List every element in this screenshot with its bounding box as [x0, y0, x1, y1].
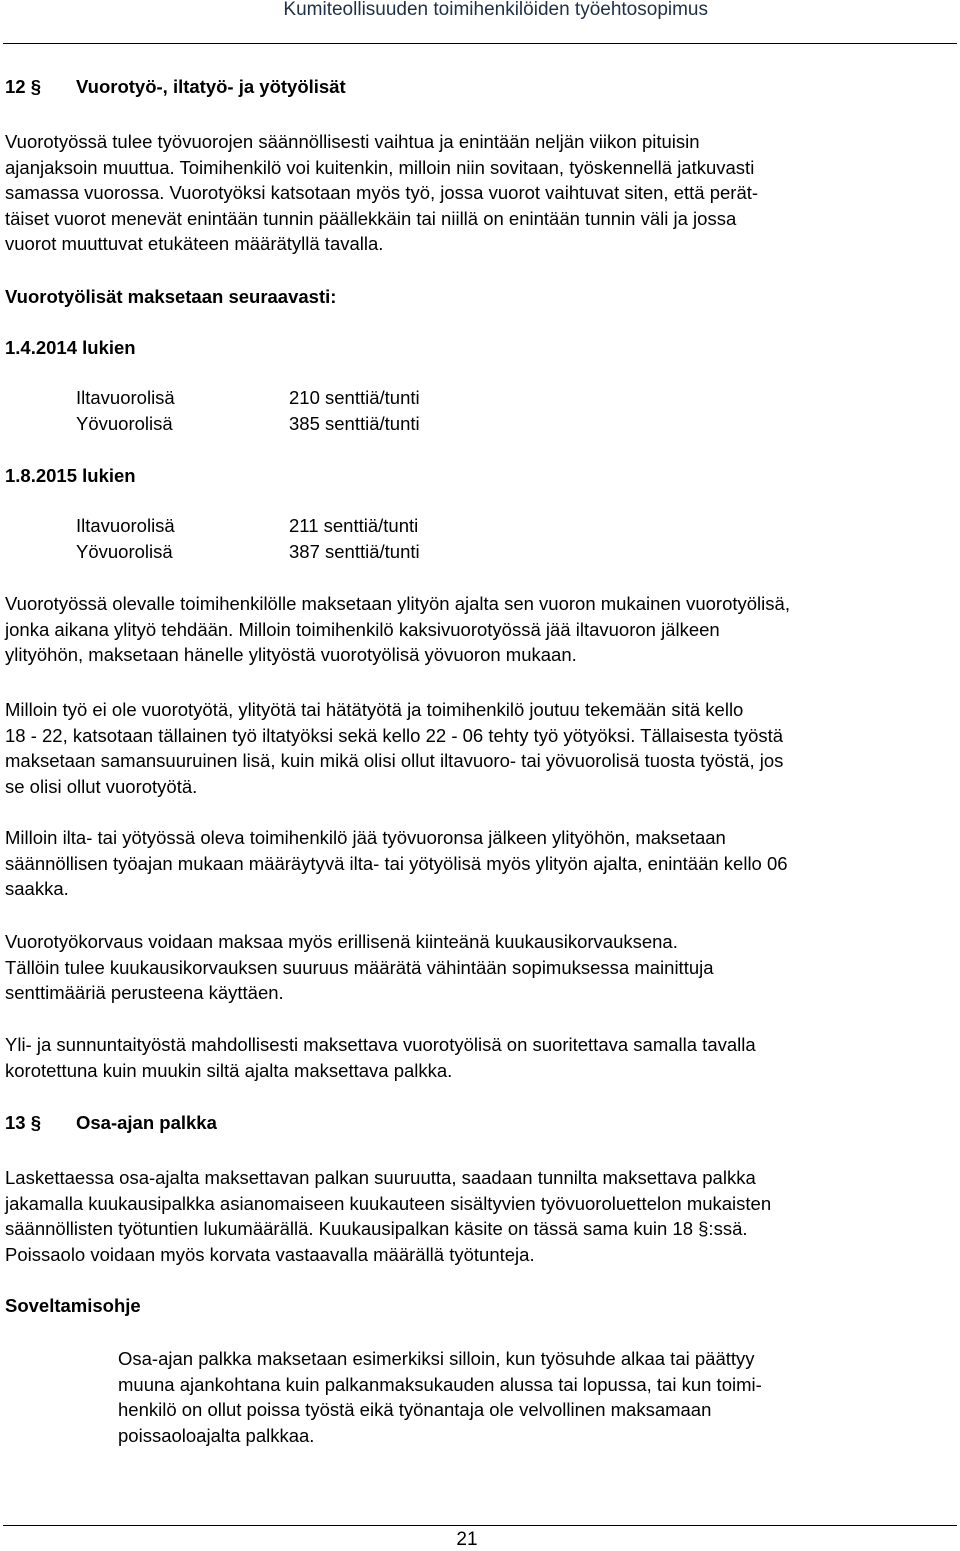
section-13-number: 13 §: [5, 1112, 42, 1133]
guide-heading: Soveltamisohje: [5, 1295, 141, 1316]
text-line: säännöllisen työajan mukaan määräytyvä ilta- tai yötyölisä myös ylityön ajalta, enintään kello 06: [5, 852, 788, 874]
period-2-evening-name: Iltavuorolisä: [76, 515, 175, 536]
text-line: muuna ajankohtana kuin palkanmaksukauden alussa tai lopussa, tai kun toimi-: [118, 1373, 762, 1395]
period-2-night-amount: 387 senttiä/tunti: [289, 541, 420, 562]
section-12-number: 12 §: [5, 76, 42, 97]
footer-divider: [3, 1525, 957, 1526]
period-2-night-name: Yövuorolisä: [76, 541, 173, 562]
period-1-label: 1.4.2014 lukien: [5, 337, 136, 358]
document-header-title: Kumiteollisuuden toimihenkilöiden työehtosopimus: [283, 0, 708, 20]
text-line: Vuorotyökorvaus voidaan maksaa myös erillisenä kiinteänä kuukausikorvauksena.: [5, 931, 678, 952]
period-2-evening-amount: 211 senttiä/tunti: [289, 515, 419, 536]
section-13-title: Osa-ajan palkka: [76, 1112, 217, 1133]
period-2-label: 1.8.2015 lukien: [5, 465, 136, 486]
text-line: säännöllisten työtuntien lukumäärällä. Kuukausipalkan käsite on tässä sama kuin 18 §:ssä.: [5, 1218, 748, 1239]
text-line: Laskettaessa osa-ajalta maksettavan palkan suuruutta, saadaan tunnilta maksettava palkka: [5, 1167, 756, 1188]
text-line: Milloin työ ei ole vuorotyötä, ylityötä tai hätätyötä ja toimihenkilö joutuu tekemään sitä kello: [5, 699, 744, 720]
text-line: 18 - 22, katsotaan tällainen työ iltatyöksi sekä kello 22 - 06 tehty työ yötyöksi. Tällaisesta työstä: [5, 724, 784, 746]
section-12-paragraph-4: [5, 825, 950, 902]
section-13-paragraph-1: [5, 1165, 950, 1267]
text-line: henkilö on ollut poissa työstä eikä työnantaja ole velvollinen maksamaan: [118, 1399, 712, 1420]
text-line: täiset vuorot menevät enintään tunnin päällekkäin tai niillä on enintään tunnin väli ja jossa: [5, 207, 737, 229]
text-line: poissaoloajalta palkkaa.: [118, 1424, 315, 1446]
section-12-paragraph-3: [5, 697, 950, 799]
text-line: korotettuna kuin muukin siltä ajalta maksettava palkka.: [5, 1059, 453, 1081]
period-1-evening-amount: 210 senttiä/tunti: [289, 387, 420, 408]
text-line: vuorot muuttuvat etukäteen määrätyllä tavalla.: [5, 233, 384, 254]
text-line: maksetaan samansuuruinen lisä, kuin mikä olisi ollut iltavuoro- tai yövuorolisä tuosta työstä, jos: [5, 750, 784, 771]
text-line: samassa vuorossa. Vuorotyöksi katsotaan myös työ, jossa vuorot vaihtuvat siten, että perät-: [5, 182, 759, 203]
text-line: ylityöhön, maksetaan hänelle ylityöstä vuorotyölisä yövuoron mukaan.: [5, 644, 577, 665]
page-number: 21: [456, 1529, 478, 1550]
text-line: saakka.: [5, 878, 69, 899]
text-line: Milloin ilta- tai yötyössä oleva toimihenkilö jää työvuoronsa jälkeen ylityöhön, maksetaan: [5, 827, 726, 848]
section-12-paragraph-1: [5, 129, 950, 257]
section-12-paragraph-6: [5, 1032, 950, 1083]
text-line: Yli- ja sunnuntaityöstä mahdollisesti maksettava vuorotyölisä on suoritettava samalla tavalla: [5, 1034, 756, 1055]
period-1-night-amount: 385 senttiä/tunti: [289, 413, 420, 434]
period-1-evening-name: Iltavuorolisä: [76, 387, 175, 408]
section-12-title: Vuorotyö-, iltatyö- ja yötyölisät: [76, 76, 346, 97]
header-divider: [3, 43, 957, 44]
text-line: Vuorotyössä olevalle toimihenkilölle maksetaan ylityön ajalta sen vuoron mukainen vuorotyölisä,: [5, 593, 790, 614]
text-line: Osa-ajan palkka maksetaan esimerkiksi silloin, kun työsuhde alkaa tai päättyy: [118, 1348, 755, 1369]
text-line: Tällöin tulee kuukausikorvauksen suuruus määrätä vähintään sopimuksessa mainittuja: [5, 956, 714, 978]
text-line: jakamalla kuukausipalkka asianomaiseen kuukauteen sisältyvien työvuoroluettelon mukaisten: [5, 1192, 772, 1214]
guide-text: [118, 1346, 938, 1448]
section-12-paragraph-2: [5, 591, 950, 668]
section-12-paragraph-5: [5, 929, 950, 1006]
text-line: Poissaolo voidaan myös korvata vastaavalla määrällä työtunteja.: [5, 1243, 535, 1265]
text-line: Vuorotyössä tulee työvuorojen säännöllisesti vaihtua ja enintään neljän viikon pituisin: [5, 131, 700, 152]
text-line: jonka aikana ylityö tehdään. Milloin toimihenkilö kaksivuorotyössä jää iltavuoron jälkeen: [5, 618, 720, 640]
text-line: se olisi ollut vuorotyötä.: [5, 775, 198, 797]
text-line: ajanjaksoin muuttua. Toimihenkilö voi kuitenkin, milloin niin sovitaan, työskennellä jatkuvasti: [5, 156, 755, 178]
period-1-night-name: Yövuorolisä: [76, 413, 173, 434]
text-line: senttimääriä perusteena käyttäen.: [5, 982, 284, 1003]
pay-heading: Vuorotyölisät maksetaan seuraavasti:: [5, 286, 337, 307]
